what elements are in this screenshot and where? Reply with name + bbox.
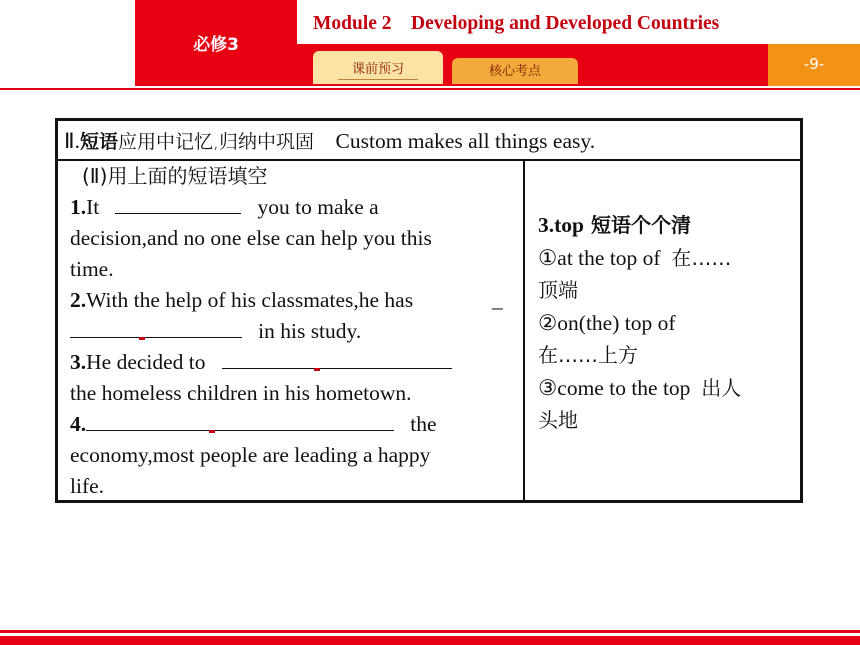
item-3-line-1 bbox=[70, 347, 515, 378]
book-label: 必修3 bbox=[193, 35, 239, 55]
heading-bold: 短语 bbox=[79, 131, 118, 153]
footer-rule-thin bbox=[0, 630, 860, 633]
item-1-text-post: you to make a bbox=[257, 195, 379, 219]
phrase-3-marker: ③ bbox=[538, 375, 558, 400]
phrase-1-cn: 在…… bbox=[671, 245, 732, 270]
phrase-1-cont: 顶端 bbox=[538, 278, 578, 302]
footer-rule-thick bbox=[0, 636, 860, 645]
phrase-1 bbox=[538, 242, 798, 275]
heading-subtitle: 应用中记忆,归纳中巩固 bbox=[117, 131, 315, 153]
notes-title-bold: 3.top bbox=[538, 213, 584, 237]
page-number: -9- bbox=[768, 44, 860, 86]
item-4-line-1 bbox=[70, 409, 515, 440]
tab-preview-label: 课前预习 bbox=[338, 62, 418, 80]
item-1-line-2: decision,and no one else can help you this bbox=[70, 226, 432, 250]
item-1-line-1 bbox=[70, 192, 515, 223]
item-1-blank[interactable] bbox=[115, 195, 241, 214]
item-2-text-post: in his study. bbox=[258, 319, 362, 343]
instruction: (Ⅱ)用上面的短语填空 bbox=[82, 164, 268, 188]
phrase-2 bbox=[538, 307, 798, 340]
heading-motto: Custom makes all things easy. bbox=[335, 129, 596, 153]
item-1-number: 1. bbox=[70, 195, 87, 219]
module-title: Module 2 Developing and Developed Countries bbox=[313, 13, 720, 34]
phrase-3-en: come to the top bbox=[557, 375, 691, 400]
phrase-3 bbox=[538, 372, 798, 405]
phrase-notes-column bbox=[538, 209, 798, 437]
phrase-1-marker: ① bbox=[538, 245, 558, 270]
item-1-text-pre: It bbox=[86, 195, 100, 219]
item-2-tail: _ bbox=[492, 288, 503, 312]
item-3-text-pre: He decided to bbox=[86, 350, 206, 374]
notes-title-cn: 短语个个清 bbox=[584, 213, 691, 237]
item-3-number: 3. bbox=[70, 350, 87, 374]
phrase-2-marker: ② bbox=[538, 310, 558, 335]
phrase-1-en: at the top of bbox=[557, 245, 661, 270]
phrase-3-cn: 出人 bbox=[701, 375, 742, 400]
item-3-blank[interactable] bbox=[222, 350, 452, 369]
item-4-number: 4. bbox=[70, 412, 87, 436]
item-4-blank[interactable] bbox=[86, 412, 394, 431]
item-4-line-2: economy,most people are leading a happy bbox=[70, 443, 431, 467]
header-divider bbox=[0, 88, 860, 90]
item-2-line-1 bbox=[70, 285, 515, 316]
tab-key-points[interactable]: 核心考点 bbox=[452, 58, 578, 84]
item-2-blank[interactable] bbox=[70, 319, 242, 338]
item-4-line-3: life. bbox=[70, 474, 105, 498]
exercise-left-column bbox=[70, 161, 515, 502]
notes-title bbox=[538, 209, 798, 242]
box-heading bbox=[58, 121, 800, 161]
item-2-line-2 bbox=[70, 316, 515, 347]
item-1-line-3: time. bbox=[70, 257, 114, 281]
column-divider bbox=[523, 159, 525, 500]
item-2-text: With the help of his classmates,he has bbox=[86, 288, 414, 312]
item-3-line-2: the homeless children in his hometown. bbox=[70, 381, 412, 405]
exercise-box bbox=[55, 118, 803, 503]
phrase-2-en: on(the) top of bbox=[557, 310, 676, 335]
item-4-text-post: the bbox=[410, 412, 437, 436]
phrase-2-cont: 在……上方 bbox=[538, 343, 638, 367]
heading-roman: Ⅱ. bbox=[64, 129, 80, 153]
tab-preview[interactable] bbox=[313, 51, 443, 84]
phrase-3-cont: 头地 bbox=[538, 408, 578, 432]
item-2-number: 2. bbox=[70, 288, 87, 312]
